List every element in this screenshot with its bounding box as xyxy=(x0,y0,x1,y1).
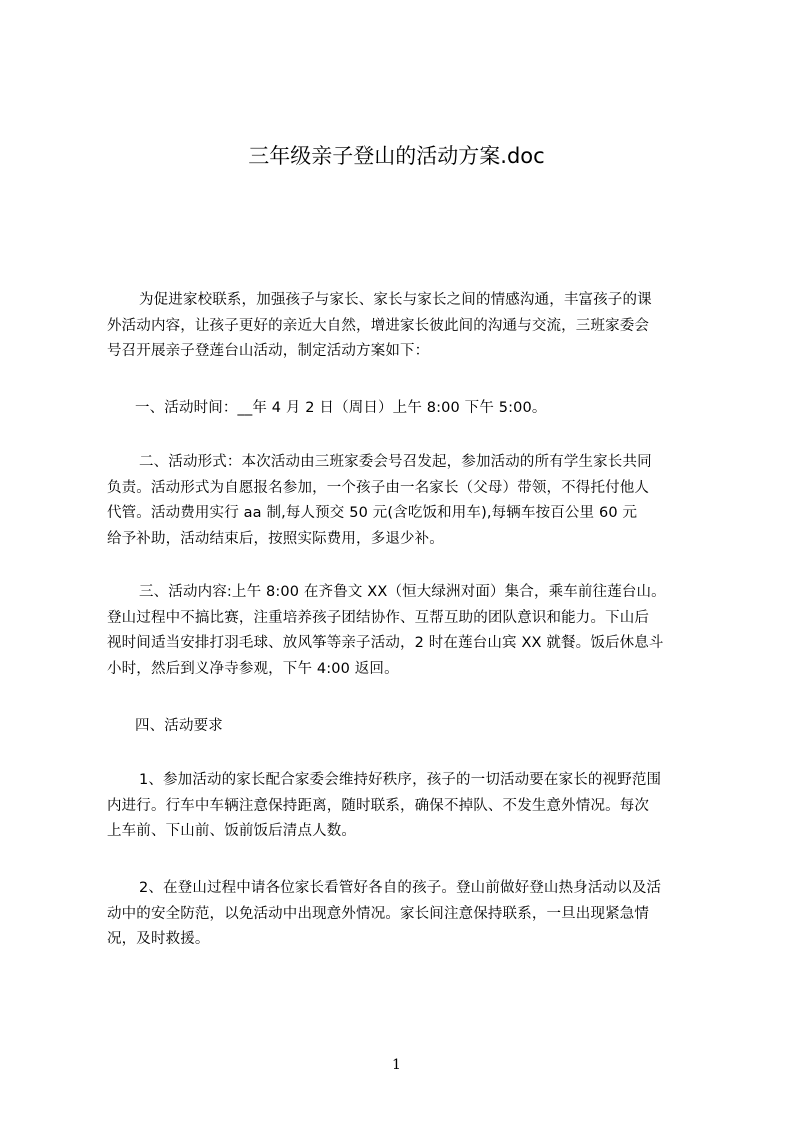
paragraph-line: 代管。活动费用实行 aa 制,每人预交 50 元(含吃饭和用车),每辆车按百公里 60 元 xyxy=(107,505,638,521)
paragraph-line: 况，及时救援。 xyxy=(107,931,210,947)
paragraph-line: 给予补助，活动结束后，按照实际费用，多退少补。 xyxy=(107,530,444,547)
paragraph-line: 号召开展亲子登莲台山活动，制定活动方案如下： xyxy=(107,343,430,359)
section-format xyxy=(107,450,707,552)
paragraph-line: 上车前、下山前、饭前饭后清点人数。 xyxy=(107,823,357,839)
paragraph-line: 负责。活动形式为自愿报名参加，一个孩子由一名家长（父母）带领，不得托付他人 xyxy=(107,479,650,496)
paragraph-line: 外活动内容，让孩子更好的亲近大自然，增进家长彼此间的沟通与交流，三班家委会 xyxy=(107,317,650,334)
section-heading: 四、活动要求 xyxy=(135,718,223,734)
intro-paragraph xyxy=(107,288,707,365)
section-requirements xyxy=(107,714,707,740)
section-content xyxy=(107,580,707,682)
paragraph-line: 三、活动内容:上午 8:00 在齐鲁文 XX（恒大绿洲对面）集合，乘车前往莲台山。 xyxy=(139,584,666,600)
paragraph-line: 为促进家校联系，加强孩子与家长、家长与家长之间的情感沟通，丰富孩子的课 xyxy=(139,292,652,308)
requirement-2 xyxy=(107,876,707,953)
paragraph-line: 内进行。行车中车辆注意保持距离，随时联系，确保不掉队、不发生意外情况。每次 xyxy=(107,797,650,814)
document-title: 三年级亲子登山的活动方案.doc xyxy=(248,144,545,168)
paragraph-line: 2、在登山过程中请各位家长看管好各自的孩子。登山前做好登山热身活动以及活 xyxy=(139,880,662,896)
paragraph-line: 动中的安全防范，以免活动中出现意外情况。家长间注意保持联系，一旦出现紧急情 xyxy=(107,905,650,922)
paragraph-line: 二、活动形式：本次活动由三班家委会号召发起，参加活动的所有学生家长共同 xyxy=(139,454,652,470)
requirement-1 xyxy=(107,768,707,845)
paragraph-line: 登山过程中不搞比赛，注重培养孩子团结协作、互帮互助的团队意识和能力。下山后 xyxy=(107,609,650,626)
paragraph-line: 一、活动时间：__年 4 月 2 日（周日）上午 8:00 下午 5:00。 xyxy=(135,400,547,416)
paragraph-line: 视时间适当安排打羽毛球、放风筝等亲子活动，2 时在莲台山宾 XX 就餐。饭后休息斗 xyxy=(107,635,664,651)
page-number: 1 xyxy=(392,1057,401,1073)
paragraph-line: 小时，然后到义净寺参观，下午 4:00 返回。 xyxy=(107,660,399,677)
paragraph-line: 1、参加活动的家长配合家委会维持好秩序，孩子的一切活动要在家长的视野范围 xyxy=(139,772,662,788)
section-time xyxy=(107,396,707,422)
